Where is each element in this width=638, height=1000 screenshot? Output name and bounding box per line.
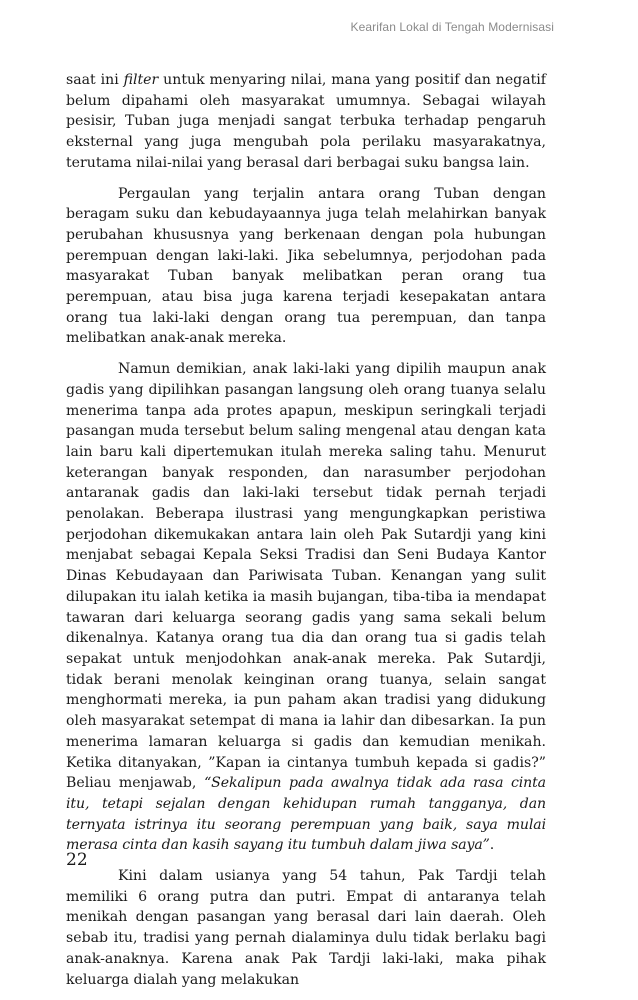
paragraph-3-quote: “Sekalipun pada awalnya tidak ada rasa cinta itu, tetapi sejalan dengan kehidupan rumah tangganya, dan ternyata istrinya itu seorang perempuan yang baik, saya mulai merasa cinta dan kasih sayang itu tumbuh dalam jiwa saya” <box>66 775 546 854</box>
paragraph-1-part-a: saat ini <box>66 72 124 88</box>
page-number: 22 <box>66 850 88 870</box>
paragraph-4: Kini dalam usianya yang 54 tahun, Pak Tardji telah memiliki 6 orang putra dan putri. Empat di antaranya telah menikah dengan pasangan yang berasal dari lain daerah. Oleh sebab itu, tradisi yang pernah dialaminya dulu tidak berlaku bagi anak-anaknya. Karena anak Pak Tardji laki-laki, maka pihak keluarga dialah yang melakukan <box>66 868 546 988</box>
paragraph-3-text: Namun demikian, anak laki-laki yang dipilih maupun anak gadis yang dipilihkan pasangan langsung oleh orang tuanya selalu menerima tanpa ada protes apapun, meskipun seringkali terjadi pasangan muda tersebut belum saling mengenal atau dengan kata lain baru kali dipertemukan itulah mereka saling tahu. Menurut keterangan banyak responden, dan narasumber perjodohan antaranak gadis dan laki-laki tersebut tidak pernah terjadi penolakan. Beberapa ilustrasi yang mengungkapkan peristiwa perjodohan dikemukakan antara lain oleh Pak Sutardji yang kini menjabat sebagai Kepala Seksi Tradisi dan Seni Budaya Kantor Dinas Kebudayaan dan Pariwisata Tuban. Kenangan yang sulit dilupakan itu ialah ketika ia masih bujangan, tiba-tiba ia mendapat tawaran dari keluarga seorang gadis yang sama sekali belum dikenalnya. Katanya orang tua dia dan orang tua si gadis telah sepakat untuk menjodohkan anak-anak mereka. Pak Sutardji, tidak berani menolak keinginan orang tuanya, selain sangat menghormati mereka, ia pun paham akan tradisi yang didukung oleh masyarakat setempat di mana ia lahir dan dibesarkan. Ia pun menerima lamaran keluarga si gadis dan kemudian menikah. Ketika ditanyakan, ”Kapan ia cintanya tumbuh kepada si gadis?” Beliau menjawab, <box>66 361 546 792</box>
paragraph-2: Pergaulan yang terjalin antara orang Tuban dengan beragam suku dan kebudayaannya juga telah melahirkan banyak perubahan khususnya yang berkenaan dengan pola hubungan perempuan dengan laki-laki. Jika sebelumnya, perjodohan pada masyarakat Tuban banyak melibatkan peran orang tua perempuan, atau bisa juga karena terjadi kesepakatan antara orang tua laki-laki dengan orang tua perempuan, dan tanpa melibatkan anak-anak mereka. <box>66 185 546 347</box>
paragraph-3-end: . <box>489 837 495 854</box>
body-text <box>66 70 546 1000</box>
paragraph-3 <box>66 359 546 856</box>
running-header: Kearifan Lokal di Tengah Modernisasi <box>350 20 554 34</box>
paragraph-1-part-c: untuk menyaring nilai, mana yang positif dan negatif belum dipahami oleh masyarakat umumnya. Sebagai wilayah pesisir, Tuban juga menjadi sangat terbuka terhadap pengaruh eksternal yang juga mengubah pola perilaku masyarakatnya, terutama nilai-nilai yang berasal dari berbagai suku bangsa lain. <box>66 72 546 171</box>
paragraph-1-italic-term: filter <box>123 72 159 88</box>
paragraph-1 <box>66 70 546 174</box>
